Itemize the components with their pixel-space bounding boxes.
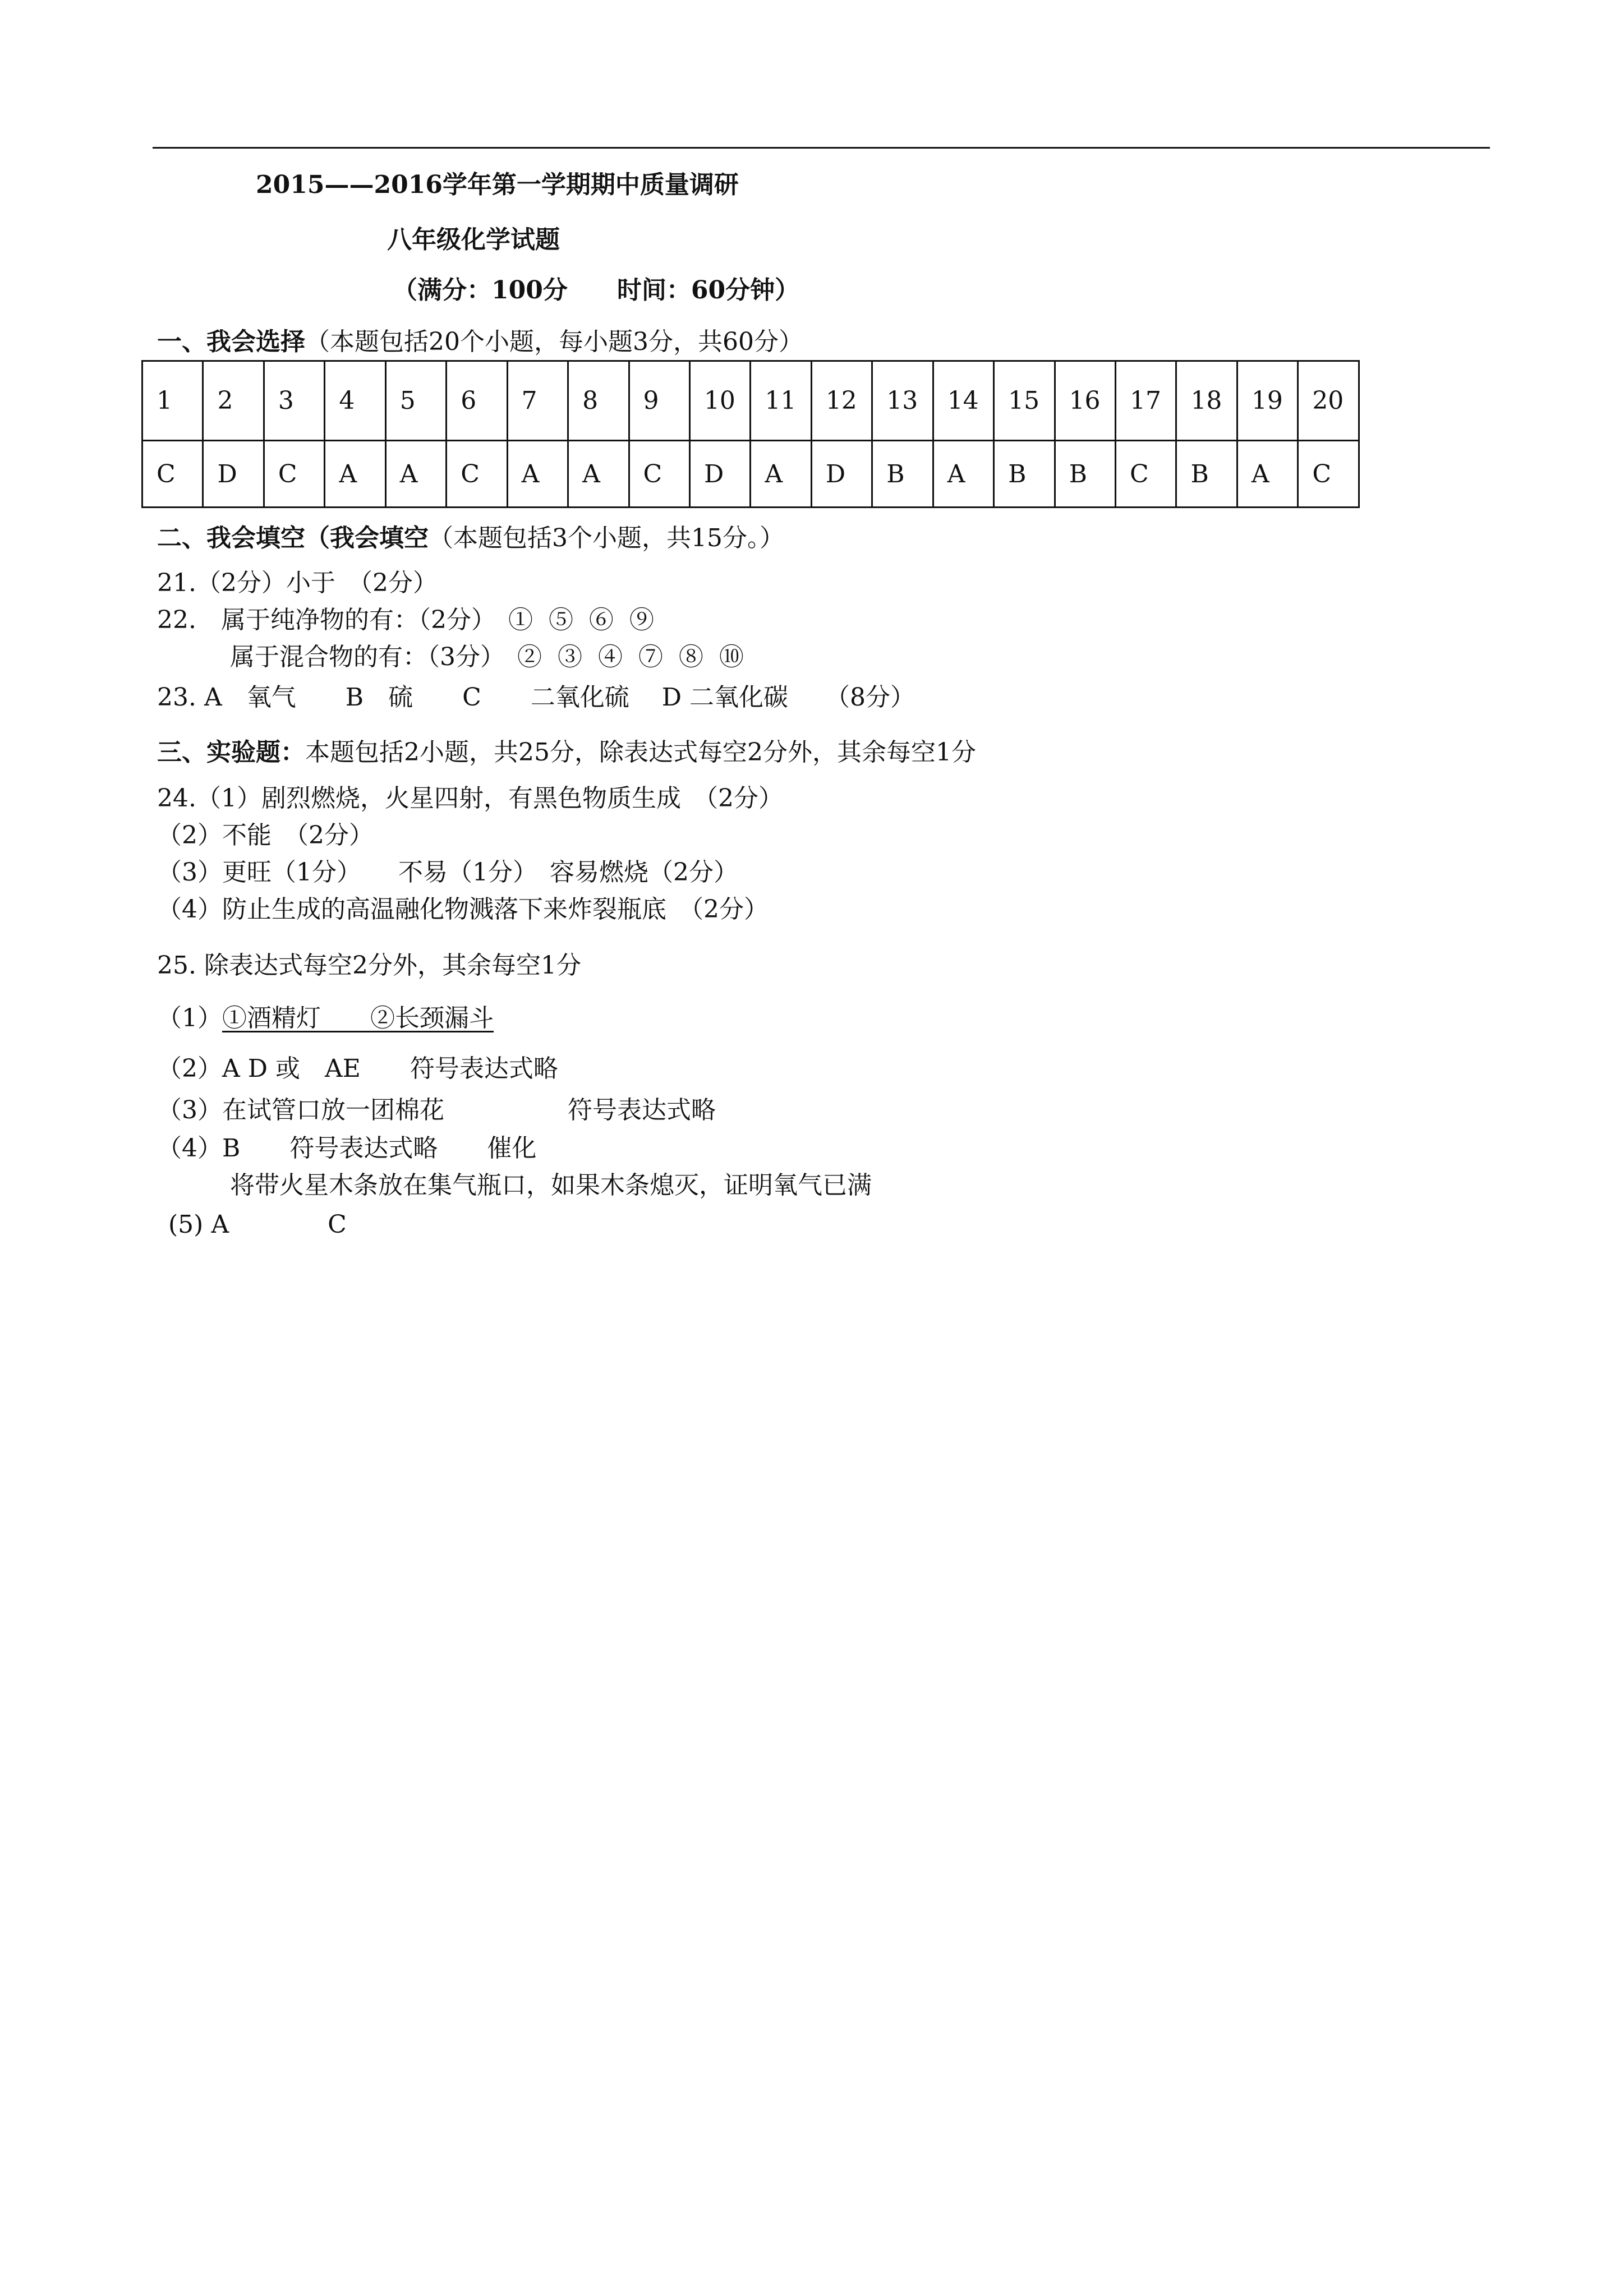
answer-cell: D bbox=[203, 441, 264, 508]
answer-cell: B bbox=[994, 441, 1055, 508]
answer-cell: A bbox=[325, 441, 385, 508]
question-number-cell: 2 bbox=[203, 361, 264, 441]
question-number-row bbox=[142, 361, 1359, 441]
answer-24-4: （4）防止生成的高温融化物溅落下来炸裂瓶底 （2分） bbox=[157, 895, 769, 924]
question-number-cell: 8 bbox=[568, 361, 629, 441]
answer-25-1-alcohol-lamp: ①酒精灯 bbox=[222, 1004, 370, 1032]
answer-cell: B bbox=[1055, 441, 1115, 508]
section1-heading bbox=[157, 325, 803, 359]
exam-info: （满分：100分 时间：60分钟） bbox=[393, 276, 800, 305]
question-number-cell: 4 bbox=[325, 361, 385, 441]
answer-table bbox=[141, 360, 1360, 508]
question-number-cell: 12 bbox=[811, 361, 872, 441]
section3-note: 本题包括2小题，共25分，除表达式每空2分外，其余每空1分 bbox=[305, 738, 976, 767]
answer-cell: D bbox=[811, 441, 872, 508]
section2-heading bbox=[157, 522, 784, 555]
question-number-cell: 14 bbox=[933, 361, 993, 441]
answer-cell: A bbox=[1237, 441, 1298, 508]
answer-cell: A bbox=[568, 441, 629, 508]
answer-cell: A bbox=[751, 441, 811, 508]
question-number-cell: 6 bbox=[447, 361, 507, 441]
section2-title: 二、我会填空（我会填空 bbox=[157, 524, 429, 552]
question-number-cell: 7 bbox=[507, 361, 568, 441]
question-number-cell: 18 bbox=[1176, 361, 1237, 441]
answer-22-mixture: 属于混合物的有：（3分） ② ③ ④ ⑦ ⑧ ⑩ bbox=[230, 643, 744, 671]
answer-25-1 bbox=[157, 1002, 494, 1035]
answer-25-1-funnel: ②长颈漏斗 bbox=[370, 1004, 494, 1032]
answer-23: 23. A 氧气 B 硫 C 二氧化硫 D 二氧化碳 （8分） bbox=[157, 683, 915, 712]
answer-25-1-prefix: （1） bbox=[157, 1004, 222, 1032]
answer-21: 21.（2分）小于 （2分） bbox=[157, 569, 438, 597]
question-number-cell: 3 bbox=[264, 361, 324, 441]
answer-cell: C bbox=[142, 441, 203, 508]
answer-24-3: （3）更旺（1分） 不易（1分） 容易燃烧（2分） bbox=[157, 858, 738, 887]
section1-note: （本题包括20个小题，每小题3分，共60分） bbox=[305, 328, 803, 356]
answer-cell: C bbox=[447, 441, 507, 508]
question-number-cell: 13 bbox=[872, 361, 933, 441]
answer-cell: C bbox=[629, 441, 689, 508]
top-rule bbox=[153, 147, 1490, 149]
question-number-cell: 9 bbox=[629, 361, 689, 441]
question-number-cell: 10 bbox=[689, 361, 750, 441]
answer-25-5: (5) A C bbox=[168, 1210, 347, 1239]
question-number-cell: 1 bbox=[142, 361, 203, 441]
question-number-cell: 16 bbox=[1055, 361, 1115, 441]
answer-cell: C bbox=[264, 441, 324, 508]
answer-cell: C bbox=[1116, 441, 1176, 508]
answer-24-2: （2）不能 （2分） bbox=[157, 821, 374, 850]
question-number-cell: 19 bbox=[1237, 361, 1298, 441]
answer-24-1: 24.（1）剧烈燃烧，火星四射，有黑色物质生成 （2分） bbox=[157, 784, 783, 813]
answer-cell: C bbox=[1298, 441, 1359, 508]
exam-title: 2015——2016学年第一学期期中质量调研 bbox=[256, 170, 739, 199]
section2-note: （本题包括3个小题，共15分。） bbox=[429, 524, 784, 552]
answer-cell: B bbox=[872, 441, 933, 508]
answer-cell: D bbox=[689, 441, 750, 508]
answer-row bbox=[142, 441, 1359, 508]
question-number-cell: 5 bbox=[385, 361, 446, 441]
answer-25-4: （4）B 符号表达式略 催化 bbox=[157, 1134, 537, 1163]
answer-22-pure: 22. 属于纯净物的有：（2分） ① ⑤ ⑥ ⑨ bbox=[157, 606, 654, 634]
answer-25-4-method: 将带火星木条放在集气瓶口，如果木条熄灭，证明氧气已满 bbox=[230, 1171, 872, 1200]
section3-title: 三、实验题： bbox=[157, 738, 305, 767]
section3-heading bbox=[157, 736, 976, 769]
question-number-cell: 17 bbox=[1116, 361, 1176, 441]
answer-25-3: （3）在试管口放一团棉花 符号表达式略 bbox=[157, 1096, 716, 1124]
question-number-cell: 11 bbox=[751, 361, 811, 441]
question-number-cell: 15 bbox=[994, 361, 1055, 441]
answer-cell: B bbox=[1176, 441, 1237, 508]
section1-title: 一、我会选择 bbox=[157, 328, 305, 356]
question-number-cell: 20 bbox=[1298, 361, 1359, 441]
answer-25-header: 25. 除表达式每空2分外，其余每空1分 bbox=[157, 951, 581, 980]
answer-25-2: （2）A D 或 AE 符号表达式略 bbox=[157, 1054, 558, 1083]
answer-cell: A bbox=[933, 441, 993, 508]
exam-subtitle: 八年级化学试题 bbox=[387, 225, 560, 254]
answer-cell: A bbox=[385, 441, 446, 508]
answer-cell: A bbox=[507, 441, 568, 508]
